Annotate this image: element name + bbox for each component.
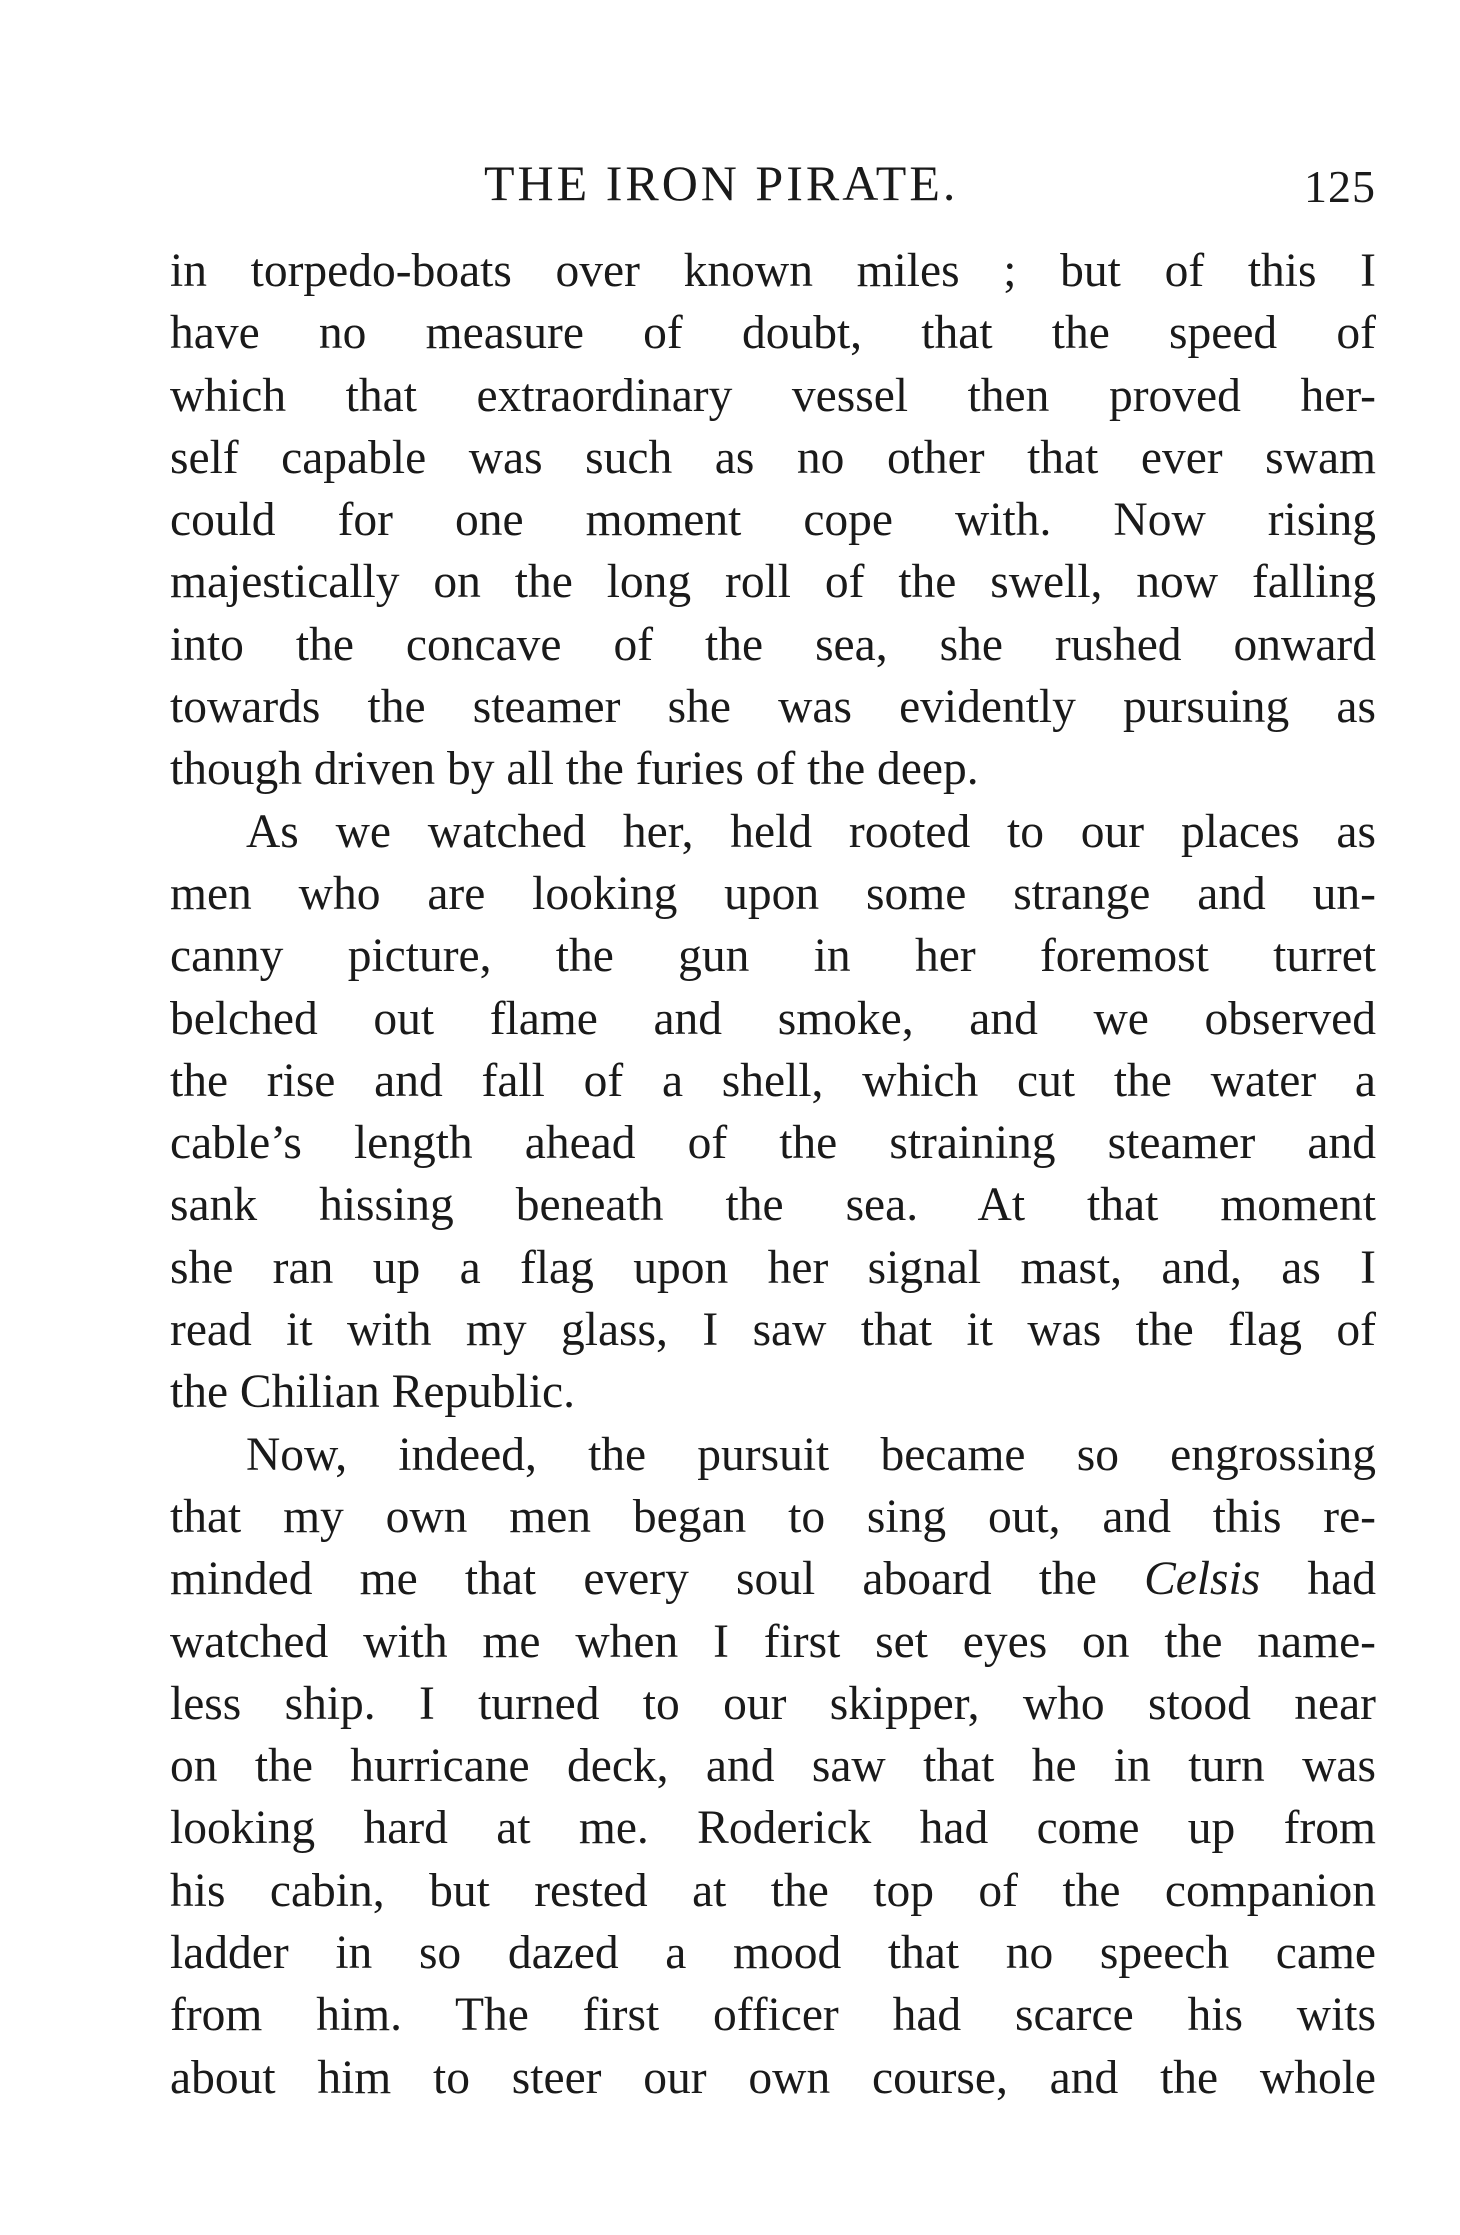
text-line: from him. The first officer had scarce his wits	[170, 1989, 1376, 2042]
text-line: which that extraordinary vessel then proved her-	[170, 369, 1376, 422]
text-line: could for one moment cope with. Now rising	[170, 494, 1376, 547]
running-header	[170, 148, 1376, 218]
text-line: canny picture, the gun in her foremost turret	[170, 930, 1376, 983]
text-line: into the concave of the sea, she rushed onward	[170, 618, 1376, 671]
text-line: in torpedo-boats over known miles ; but of this I	[170, 245, 1376, 297]
paragraph	[170, 801, 1376, 1424]
text-line: she ran up a flag upon her signal mast, and, as I	[170, 1241, 1376, 1294]
text-line	[170, 1548, 1376, 1610]
text-line: towards the steamer she was evidently pursuing as	[170, 681, 1376, 734]
text-line: Now, indeed, the pursuit became so engrossing	[246, 1428, 1376, 1481]
text-line: the rise and fall of a shell, which cut the water a	[170, 1054, 1376, 1107]
text-line: his cabin, but rested at the top of the companion	[170, 1864, 1376, 1917]
text-line: belched out flame and smoke, and we observed	[170, 992, 1376, 1045]
running-title: THE IRON PIRATE.	[484, 155, 959, 211]
paragraph	[170, 240, 1376, 801]
text-line: about him to steer our own course, and the whole	[170, 2051, 1376, 2104]
text-line: on the hurricane deck, and saw that he in turn was	[170, 1740, 1376, 1793]
text-line: less ship. I turned to our skipper, who stood near	[170, 1677, 1376, 1730]
page-number: 125	[1304, 161, 1376, 212]
text-line: watched with me when I first set eyes on the name-	[170, 1615, 1376, 1668]
text-line: As we watched her, held rooted to our places as	[246, 805, 1376, 858]
text-line: looking hard at me. Roderick had come up from	[170, 1802, 1376, 1855]
text-line: ladder in so dazed a mood that no speech came	[170, 1927, 1376, 1980]
text-line: that my own men began to sing out, and this re-	[170, 1490, 1376, 1543]
ship-name: Celsis	[1144, 1553, 1261, 1606]
text-segment: minded me that every soul aboard the	[170, 1553, 1145, 1606]
text-line: majestically on the long roll of the swell, now falling	[170, 556, 1376, 609]
text-line: read it with my glass, I saw that it was the flag of	[170, 1304, 1376, 1357]
text-line: self capable was such as no other that ever swam	[170, 431, 1376, 484]
text-line: sank hissing beneath the sea. At that moment	[170, 1179, 1376, 1232]
text-line: cable’s length ahead of the straining steamer and	[170, 1117, 1376, 1170]
text-segment: had	[1260, 1553, 1376, 1606]
text-line: though driven by all the furies of the deep.	[170, 743, 979, 796]
paragraph	[170, 1424, 1376, 2109]
text-line: the Chilian Republic.	[170, 1366, 576, 1419]
text-line: men who are looking upon some strange and un-	[170, 867, 1376, 920]
body-text	[170, 240, 1376, 2109]
text-line: have no measure of doubt, that the speed of	[170, 307, 1376, 360]
